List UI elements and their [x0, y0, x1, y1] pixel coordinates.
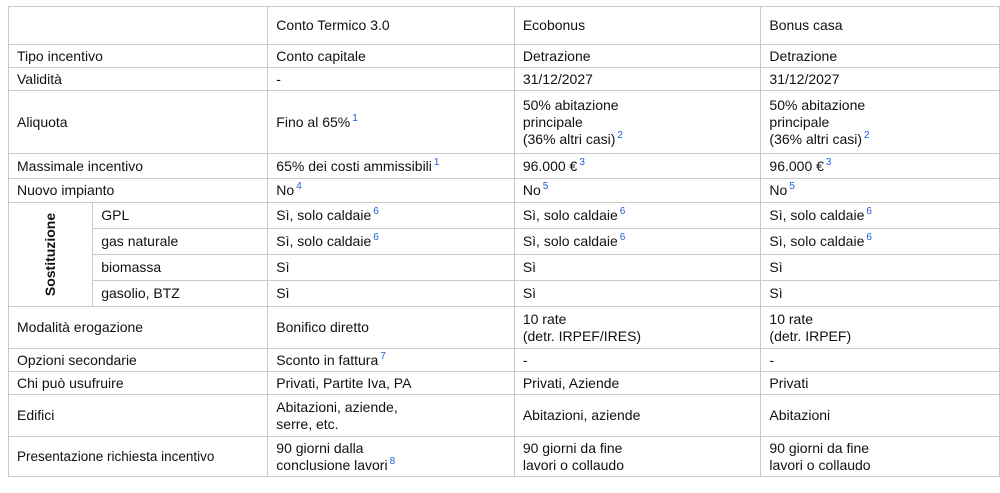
cell-conto-termico: Sì, solo caldaie $^6$: [268, 203, 515, 229]
cell-ecobonus: Sì: [514, 281, 761, 307]
footnote-ref: 2: [864, 129, 870, 141]
footnote-ref: 8: [389, 455, 396, 467]
cell-bonus-casa: Sì, solo caldaie $^6$: [761, 203, 1000, 229]
row-sostituzione-biomassa: [9, 255, 1000, 281]
cell-bonus-casa: 96.000 € $^3$: [761, 154, 1000, 179]
row-label: Aliquota: [9, 91, 268, 154]
footnote-ref: 2: [617, 129, 623, 141]
cell-bonus-casa: Abitazioni: [761, 395, 1000, 437]
cell-ecobonus: 10 rate (detr. IRPEF/IRES): [514, 307, 761, 349]
header-bonus-casa: Bonus casa: [761, 7, 1000, 45]
cell-bonus-casa: Sì: [761, 255, 1000, 281]
cell-bonus-casa: Sì, solo caldaie $^6$: [761, 229, 1000, 255]
footnote-ref: 1: [352, 112, 358, 124]
cell-bonus-casa: 50% abitazione principale (36% altri casi) $^2$: [761, 91, 1000, 154]
footnote-ref: 6: [619, 206, 626, 218]
cell-conto-termico: No $^4$: [268, 179, 515, 203]
header-empty-cell: [9, 7, 268, 45]
cell-ecobonus: Sì, solo caldaie $^6$: [514, 203, 761, 229]
row-sostituzione-gasolio: [9, 281, 1000, 307]
footnote-ref: 6: [619, 232, 626, 244]
footnote-ref: 6: [373, 206, 379, 218]
row-sublabel: gasolio, BTZ: [93, 281, 268, 307]
cell-bonus-casa: 31/12/2027: [761, 68, 1000, 91]
cell-conto-termico: Conto capitale: [268, 45, 515, 68]
cell-ecobonus: -: [514, 349, 761, 372]
footnote-ref: 3: [825, 156, 832, 168]
row-sostituzione-gpl: [9, 203, 1000, 229]
row-aliquota: [9, 91, 1000, 154]
row-label: Edifici: [9, 395, 268, 437]
footnote-ref: 5: [789, 181, 795, 193]
row-label: Opzioni secondarie: [9, 349, 268, 372]
cell-ecobonus: 90 giorni da fine lavori o collaudo: [514, 437, 761, 477]
cell-bonus-casa: Detrazione: [761, 45, 1000, 68]
footnote-ref: 6: [373, 232, 379, 244]
cell-bonus-casa: -: [761, 349, 1000, 372]
cell-bonus-casa: 10 rate (detr. IRPEF): [761, 307, 1000, 349]
cell-ecobonus: Detrazione: [514, 45, 761, 68]
footnote-ref: 4: [296, 181, 302, 193]
footnote-ref: 1: [433, 156, 440, 168]
cell-bonus-casa: Sì: [761, 281, 1000, 307]
cell-ecobonus: Abitazioni, aziende: [514, 395, 761, 437]
footnote-ref: 7: [380, 350, 386, 362]
cell-ecobonus: 96.000 € $^3$: [514, 154, 761, 179]
sostituzione-group-label: Sostituzione: [9, 203, 93, 307]
row-opzioni: [9, 349, 1000, 372]
row-label: Chi può usufruire: [9, 372, 268, 395]
row-sublabel: biomassa: [93, 255, 268, 281]
row-label: Validità: [9, 68, 268, 91]
row-label: Tipo incentivo: [9, 45, 268, 68]
footnote-ref: 6: [866, 206, 872, 218]
cell-ecobonus: Sì, solo caldaie $^6$: [514, 229, 761, 255]
row-label: Modalità erogazione: [9, 307, 268, 349]
row-validita: [9, 68, 1000, 91]
cell-conto-termico: Bonifico diretto: [268, 307, 515, 349]
cell-conto-termico: Sì, solo caldaie $^6$: [268, 229, 515, 255]
row-nuovo-impianto: [9, 179, 1000, 203]
footnote-ref: 6: [866, 232, 872, 244]
footnote-ref: 3: [579, 156, 585, 168]
cell-ecobonus: 50% abitazione principale (36% altri casi) $^2$: [514, 91, 761, 154]
header-ecobonus: Ecobonus: [514, 7, 761, 45]
cell-conto-termico: Sconto in fattura $^7$: [268, 349, 515, 372]
row-presentazione: [9, 437, 1000, 477]
row-modalita: [9, 307, 1000, 349]
row-label: Massimale incentivo: [9, 154, 268, 179]
cell-conto-termico: -: [268, 68, 515, 91]
row-sublabel: gas naturale: [93, 229, 268, 255]
row-tipo-incentivo: [9, 45, 1000, 68]
cell-bonus-casa: Privati: [761, 372, 1000, 395]
cell-conto-termico: Privati, Partite Iva, PA: [268, 372, 515, 395]
cell-ecobonus: No $^5$: [514, 179, 761, 203]
cell-bonus-casa: 90 giorni da fine lavori o collaudo: [761, 437, 1000, 477]
row-massimale: [9, 154, 1000, 179]
row-sublabel: GPL: [93, 203, 268, 229]
row-label: Nuovo impianto: [9, 179, 268, 203]
cell-conto-termico: Sì: [268, 255, 515, 281]
cell-ecobonus: 31/12/2027: [514, 68, 761, 91]
row-sostituzione-gas: [9, 229, 1000, 255]
cell-conto-termico: Fino al 65% $^1$: [268, 91, 515, 154]
row-chi: [9, 372, 1000, 395]
cell-conto-termico: 65% dei costi ammissibili $^1$: [268, 154, 515, 179]
cell-conto-termico: Sì: [268, 281, 515, 307]
header-conto-termico: Conto Termico 3.0: [268, 7, 515, 45]
row-edifici: [9, 395, 1000, 437]
cell-bonus-casa: No $^5$: [761, 179, 1000, 203]
cell-conto-termico: Abitazioni, aziende, serre, etc.: [268, 395, 515, 437]
cell-conto-termico: 90 giorni dalla conclusione lavori $^8$: [268, 437, 515, 477]
cell-ecobonus: Privati, Aziende: [514, 372, 761, 395]
header-row: [9, 7, 1000, 45]
comparison-table: [8, 6, 1000, 477]
row-label: Presentazione richiesta incentivo: [9, 437, 268, 477]
cell-ecobonus: Sì: [514, 255, 761, 281]
footnote-ref: 5: [542, 181, 549, 193]
